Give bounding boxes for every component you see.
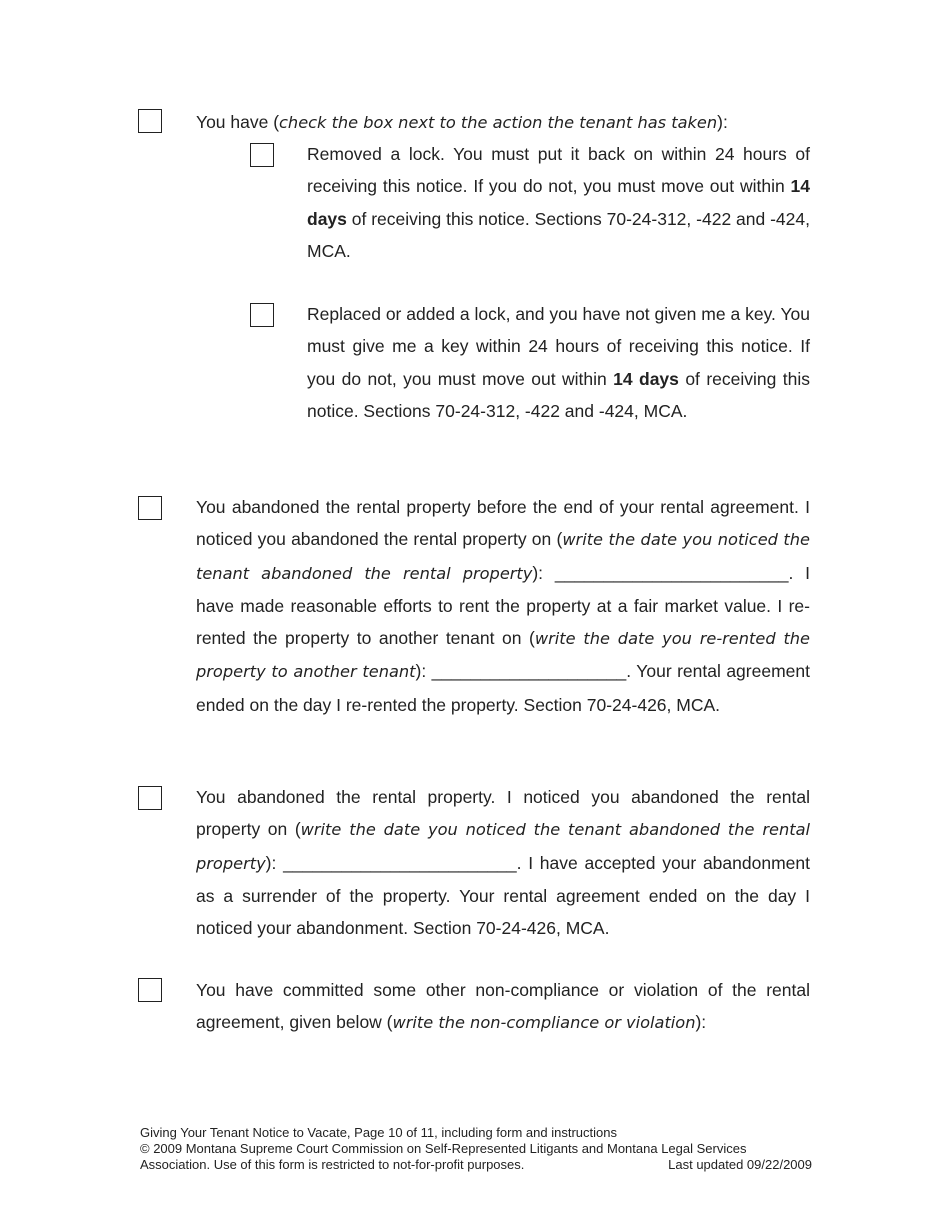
abandoned-rerented-text: You abandoned the rental property before the end of your rental agreement. I noticed you abandoned the rental property on (write the date you noticed the tenant abandoned the rental property): ________________________. I have made reasonable efforts to rent the property at a fair market value. I re-rented the property to another tenant on (write the date you re-rented the property to another tenant): ____________________. Your rental agreement ended on the day I re-rented the property. Section 70-24-426, MCA. — [196, 497, 811, 715]
checkbox-abandoned-rerented[interactable] — [138, 496, 162, 520]
checkbox-removed-lock[interactable] — [250, 143, 274, 167]
you-have-text: You have (check the box next to the action the tenant has taken): — [196, 112, 728, 132]
replaced-lock-text: Replaced or added a lock, and you have not given me a key. You must give me a key within 24 hours of receiving this notice. If you do not, you must move out within 14 days of receiving this notice. Sections 70-24-312, -422 and -424, MCA. — [307, 304, 810, 421]
date-noticed-blank[interactable]: ________________________ — [283, 852, 517, 873]
date-rerented-blank[interactable]: ____________________ — [431, 661, 627, 682]
removed-lock-text: Removed a lock. You must put it back on within 24 hours of receiving this notice. If you do not, you must move out within 14 days of receiving this notice. Sections 70-24-312, -422 and -424, MCA. — [307, 144, 810, 261]
footer-copyright-line: © 2009 Montana Supreme Court Commission on Self-Represented Litigants and Montana Legal Services — [140, 1141, 747, 1156]
page-footer — [140, 1125, 812, 1173]
footer-last-updated: Last updated 09/22/2009 — [668, 1157, 812, 1172]
date-abandoned-blank[interactable]: ________________________ — [554, 562, 789, 583]
checkbox-abandoned-surrender[interactable] — [138, 786, 162, 810]
footer-usage-text: Association. Use of this form is restricted to not-for-profit purposes. — [140, 1157, 525, 1172]
footer-usage-row — [140, 1157, 812, 1173]
other-violation-text: You have committed some other non-compliance or violation of the rental agreement, given below (write the non-compliance or violation): — [196, 980, 810, 1033]
checkbox-you-have[interactable] — [138, 109, 162, 133]
checkbox-other-violation[interactable] — [138, 978, 162, 1002]
checkbox-replaced-lock[interactable] — [250, 303, 274, 327]
abandoned-surrender-text: You abandoned the rental property. I noticed you abandoned the rental property on (write the date you noticed the tenant abandoned the rental property): ________________________. I have accepted your abandonment as a surrender of the property. Your rental agreement ended on the day I noticed your abandonment. Section 70-24-426, MCA. — [196, 787, 810, 939]
footer-title-line: Giving Your Tenant Notice to Vacate, Page 10 of 11, including form and instructions — [140, 1125, 617, 1140]
